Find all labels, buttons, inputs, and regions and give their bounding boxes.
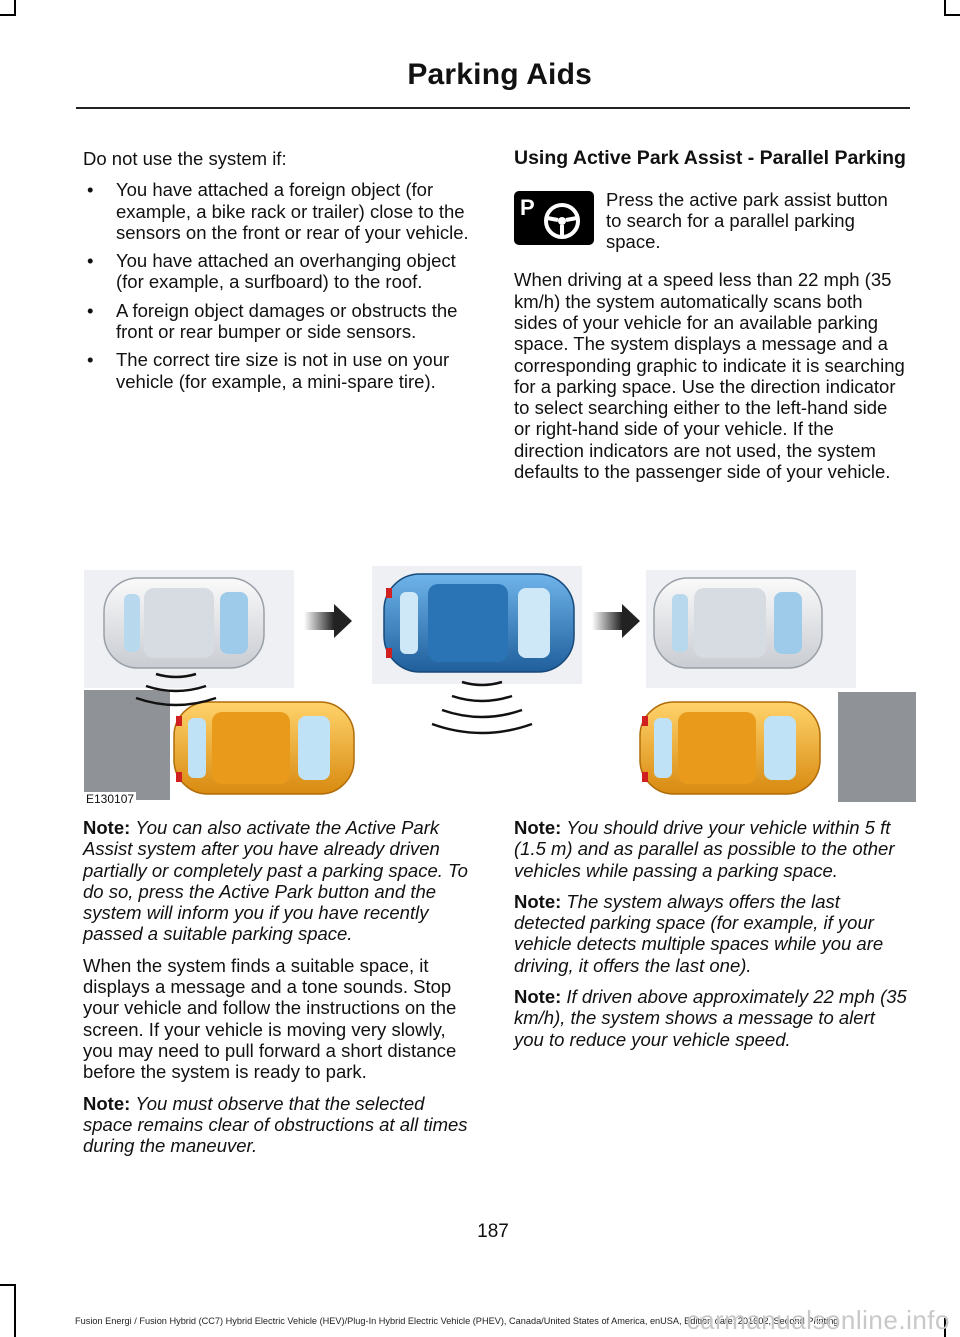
list-item [83, 349, 475, 392]
icon-instruction-text: Press the active park assist button to search for a parallel parking space. [606, 188, 888, 253]
note-paragraph [514, 986, 908, 1050]
parallel-parking-illustration [84, 566, 916, 808]
right-column-lower [514, 817, 908, 1060]
orange-car-icon [174, 702, 354, 794]
note-label: Note: [514, 986, 562, 1008]
crop-mark-bottom-left-h [0, 1284, 16, 1286]
svg-text:P: P [520, 194, 535, 220]
header-rule [76, 107, 910, 109]
bullet-icon: • [87, 179, 94, 201]
note-paragraph [514, 891, 908, 976]
body-paragraph: When driving at a speed less than 22 mph (35 km/h) the system automatically scans both sides of your vehicle for an available parking space. The system displays a message and a corresponding graphic to indicate it is searching for a parking space. Use the direction indicator to select searching either to the left-hand side or right-hand side of your vehicle. If the direction indicators are not used, the system defaults to the passenger side of your vehicle. [514, 269, 905, 483]
crop-mark-bottom-left-v [14, 1284, 16, 1337]
list-item-text: A foreign object damages or obstructs the front or rear bumper or side sensors. [116, 299, 458, 343]
white-car-icon [654, 578, 822, 668]
list-item-text: You have attached an overhanging object (for example, a surfboard) to the roof. [116, 250, 456, 293]
arrow-right-icon [592, 604, 640, 638]
note-text: You must observe that the selected space remains clear of obstructions at all times during the maneuver. [83, 1092, 468, 1157]
list-item [83, 300, 475, 343]
body-paragraph: When the system finds a suitable space, it displays a message and a tone sounds. Stop your vehicle and follow the instructions on the screen. If your vehicle is moving very slowly, you may need to pull forward a short distance before the system is ready to park. [83, 954, 457, 1083]
note-text: If driven above approximately 22 mph (35 km/h), the system shows a message to alert you to reduce your vehicle speed. [514, 986, 907, 1050]
note-paragraph [83, 1093, 475, 1157]
left-column-lower [83, 817, 475, 1166]
right-column [514, 148, 908, 492]
warning-list [83, 179, 475, 392]
intro-text: Do not use the system if: [83, 148, 287, 169]
note-paragraph [514, 817, 908, 881]
page-title: Parking Aids [407, 58, 592, 91]
orange-car-icon [640, 702, 820, 794]
list-item [83, 179, 475, 243]
note-label: Note: [514, 817, 562, 838]
note-label: Note: [83, 1092, 131, 1114]
icon-instruction [514, 189, 908, 253]
arrow-right-icon [304, 604, 352, 638]
note-text: The system always offers the last detected parking space (for example, if your vehicle detects multiple spaces while you are driving, it offers the last one). [514, 890, 884, 976]
bullet-icon: • [87, 250, 94, 272]
white-car-icon [104, 578, 264, 668]
curb-block [838, 692, 916, 802]
bullet-icon: • [87, 299, 94, 321]
note-label: Note: [83, 817, 131, 838]
crop-mark-top-left-h [0, 14, 16, 16]
section-heading: Using Active Park Assist - Parallel Parking [514, 147, 906, 169]
curb-block [84, 690, 170, 800]
note-text: You can also activate the Active Park Assist system after you have already driven partially or completely past a parking space. To do so, press the Active Park button and the system will inform you if you have recently passed a suitable parking space. [83, 817, 468, 945]
sensor-waves-icon [432, 682, 532, 733]
list-item [83, 250, 475, 293]
left-column [83, 148, 475, 399]
bullet-icon: • [87, 349, 94, 371]
note-text: You should drive your vehicle within 5 ft (1.5 m) and as parallel as possible to the other vehicles while passing a parking space. [514, 817, 895, 881]
footer-text: Fusion Energi / Fusion Hybrid (CC7) Hybrid Electric Vehicle (HEV)/Plug-In Hybrid Electric Vehicle (PHEV), Canada/United States of America, enUSA, Edition date: 201602, Second Printing [75, 1316, 839, 1326]
watermark: carmanualsonline.info [686, 1305, 950, 1335]
blue-car-icon [384, 574, 574, 672]
parking-diagram [84, 566, 916, 808]
crop-mark-top-right-h [944, 14, 960, 16]
active-park-assist-icon [514, 191, 594, 245]
page-number: 187 [477, 1221, 509, 1242]
figure-id: E130107 [86, 792, 135, 806]
note-label: Note: [514, 890, 562, 912]
list-item-text: You have attached a foreign object (for example, a bike rack or trailer) close to the sensors on the front or rear of your vehicle. [116, 179, 469, 243]
note-paragraph [83, 817, 475, 945]
list-item-text: The correct tire size is not in use on your vehicle (for example, a mini-spare tire). [116, 349, 450, 392]
